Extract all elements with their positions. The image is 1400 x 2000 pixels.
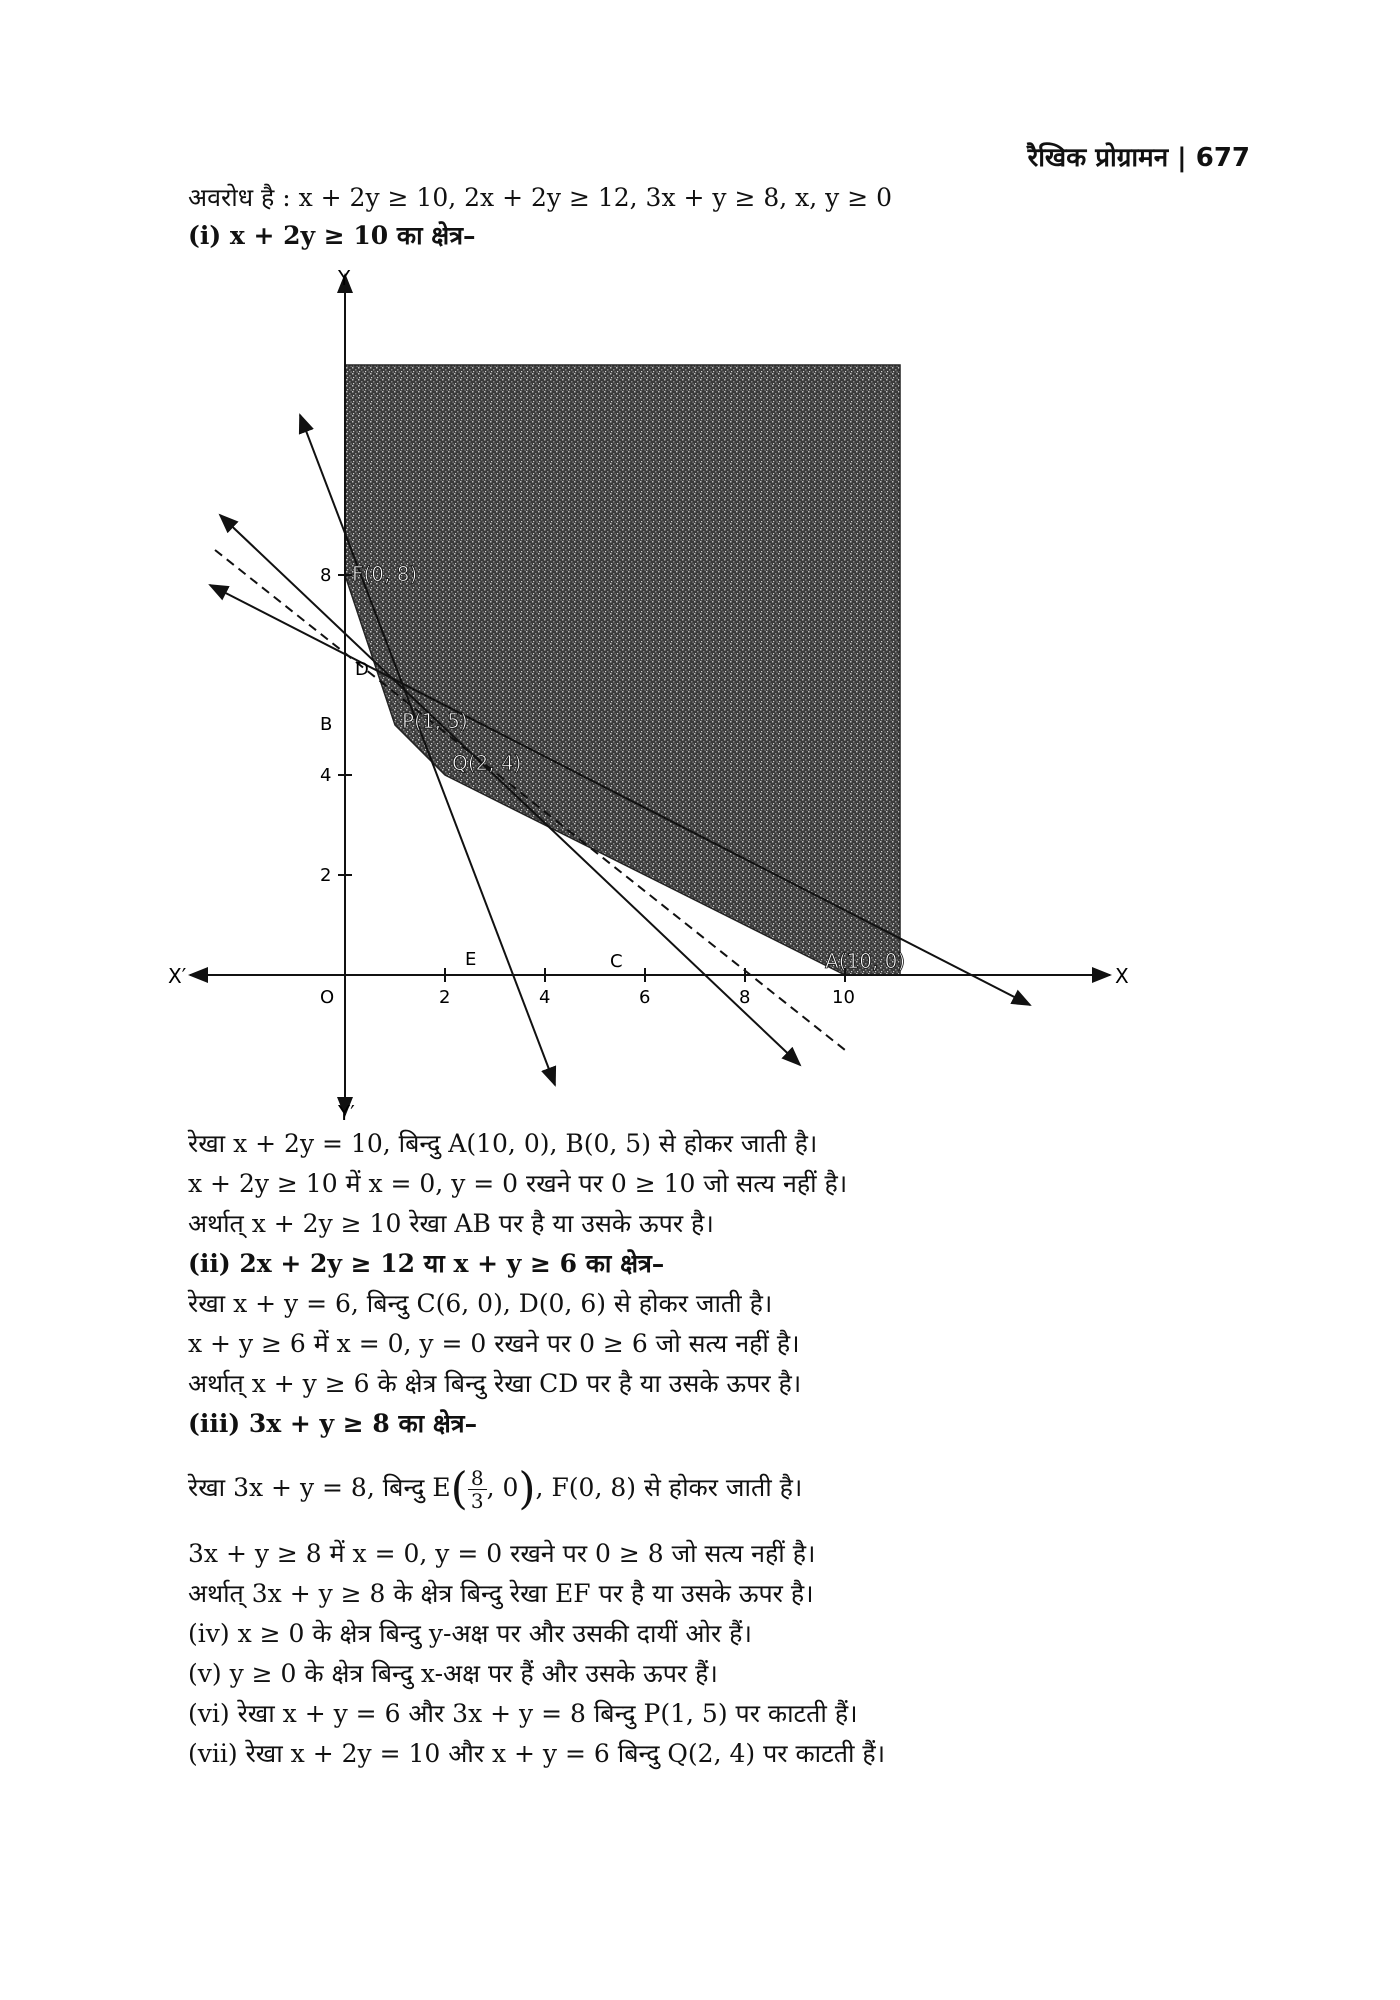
body-line-9-pre: रेखा 3x + y = 8, बिन्दु E	[188, 1473, 451, 1502]
fraction-8-3: $\frac{8}{3}$	[468, 1467, 487, 1512]
y-neg-axis-label: Y′	[338, 1101, 355, 1125]
point-label-a: A(10, 0)	[825, 949, 906, 973]
x-tick-label: 6	[639, 987, 651, 1008]
y-axis-label: Y	[338, 266, 351, 291]
body-line-15: (vii) रेखा x + 2y = 10 और x + y = 6 बिन्दु Q(2, 4) पर काटती हैं।	[188, 1739, 886, 1768]
page-header: रैखिक प्रोग्रामन | 677	[1027, 143, 1250, 173]
point-label-d: D	[355, 659, 369, 680]
y-tick-label: 2	[320, 865, 332, 886]
body-line-10: 3x + y ≥ 8 में x = 0, y = 0 रखने पर 0 ≥ 8 जो सत्य नहीं है।	[188, 1539, 816, 1568]
body-line-2: x + 2y ≥ 10 में x = 0, y = 0 रखने पर 0 ≥ 10 जो सत्य नहीं है।	[188, 1169, 848, 1198]
section-iii-title: (iii) 3x + y ≥ 8 का क्षेत्र–	[188, 1409, 478, 1438]
body-line-12: (iv) x ≥ 0 के क्षेत्र बिन्दु y-अक्ष पर और उसकी दायीं ओर हैं।	[188, 1619, 752, 1648]
feasible-region	[345, 365, 900, 975]
feasible-region-graph	[168, 265, 1140, 1125]
body-line-5: रेखा x + y = 6, बिन्दु C(6, 0), D(0, 6) से होकर जाती है।	[188, 1289, 773, 1318]
section-i-title: (i) x + 2y ≥ 10 का क्षेत्र–	[188, 221, 476, 250]
point-label-q: Q(2, 4)	[452, 751, 522, 775]
x-tick-label: 10	[832, 987, 855, 1008]
x-tick-label: 8	[739, 987, 751, 1008]
x-tick-label: 2	[439, 987, 451, 1008]
point-label-e: E	[465, 949, 477, 970]
y-tick-label: 8	[320, 565, 332, 586]
point-label-c: C	[610, 951, 623, 972]
constraints-line: अवरोध है : x + 2y ≥ 10, 2x + 2y ≥ 12, 3x + y ≥ 8, x, y ≥ 0	[188, 183, 893, 212]
body-line-1: रेखा x + 2y = 10, बिन्दु A(10, 0), B(0, 5) से होकर जाती है।	[188, 1129, 818, 1158]
body-line-9-post: , F(0, 8) से होकर जाती है।	[535, 1473, 803, 1502]
point-label-b: B	[320, 714, 333, 735]
x-axis-label: X	[1115, 964, 1129, 988]
body-line-6: x + y ≥ 6 में x = 0, y = 0 रखने पर 0 ≥ 6 जो सत्य नहीं है।	[188, 1329, 800, 1358]
y-tick-label: 4	[320, 765, 332, 786]
body-line-13: (v) y ≥ 0 के क्षेत्र बिन्दु x-अक्ष पर हैं और उसके ऊपर हैं।	[188, 1659, 718, 1688]
body-line-14: (vi) रेखा x + y = 6 और 3x + y = 8 बिन्दु P(1, 5) पर काटती हैं।	[188, 1699, 858, 1728]
section-ii-title: (ii) 2x + 2y ≥ 12 या x + y ≥ 6 का क्षेत्र–	[188, 1249, 665, 1278]
body-line-9-mid: , 0	[486, 1473, 519, 1502]
body-line-3: अर्थात् x + 2y ≥ 10 रेखा AB पर है या उसके ऊपर है।	[188, 1209, 714, 1238]
body-line-7: अर्थात् x + y ≥ 6 के क्षेत्र बिन्दु रेखा CD पर है या उसके ऊपर है।	[188, 1369, 802, 1398]
point-label-f: F(0, 8)	[352, 562, 418, 586]
point-label-p: P(1, 5)	[402, 709, 468, 733]
body-line-9: रेखा 3x + y = 8, बिन्दु E( $\frac{8}{3}$ , 0), F(0, 8) से होकर जाती है।	[188, 1463, 803, 1515]
x-tick-label: 4	[539, 987, 551, 1008]
origin-label: O	[320, 987, 335, 1008]
x-neg-axis-label: X′	[168, 964, 187, 988]
body-line-11: अर्थात् 3x + y ≥ 8 के क्षेत्र बिन्दु रेखा EF पर है या उसके ऊपर है।	[188, 1579, 814, 1608]
